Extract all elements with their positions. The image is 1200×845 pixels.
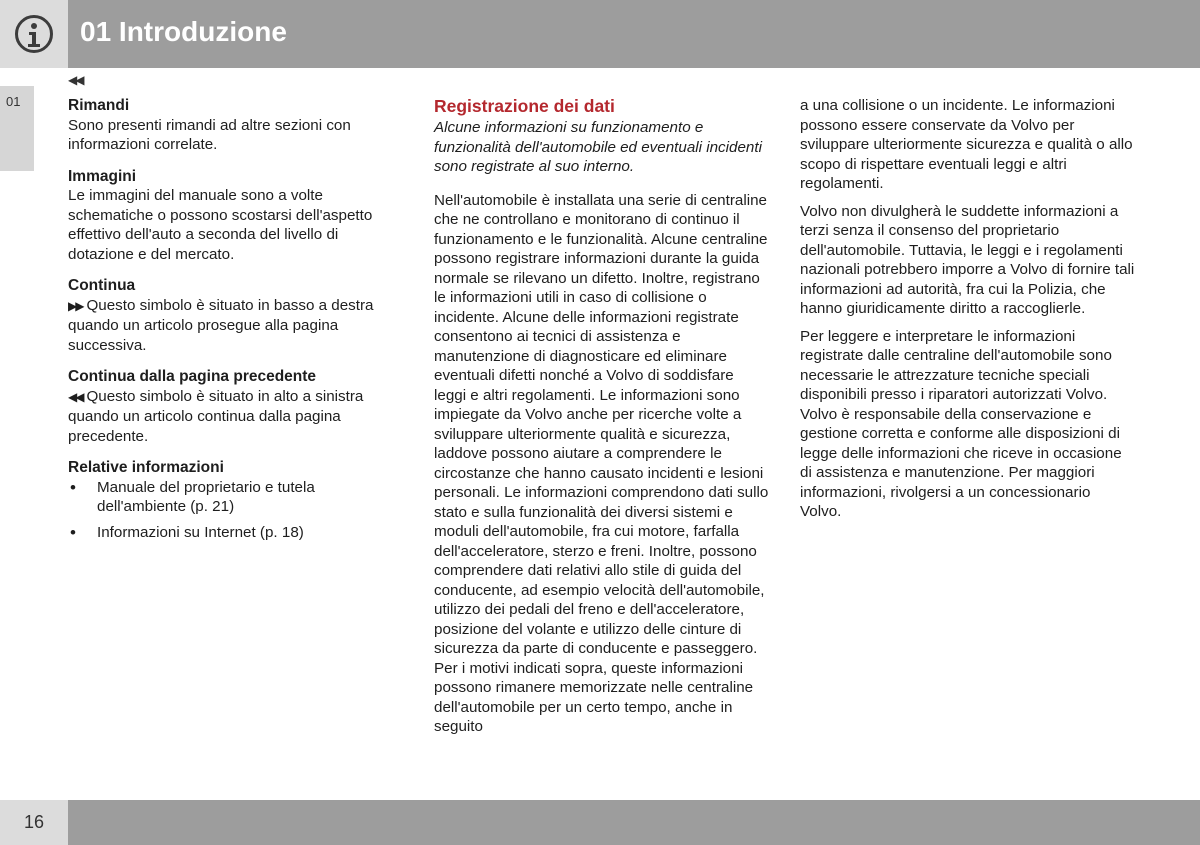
section-immagini	[68, 167, 403, 265]
section-continua	[68, 276, 403, 355]
related-link[interactable]: • Manuale del proprietario e tutela dell'ambiente (p. 21)	[68, 478, 403, 517]
chapter-tab-label: 01	[6, 94, 21, 109]
section-body	[68, 387, 403, 447]
section-related	[68, 458, 403, 542]
section-body: Nell'automobile è installata una serie di centraline che ne controllano e monitorano di continuo il funzionamento e le funzionalità. Alcune centraline possono registrare informazioni durante la guida normale se rilevano un difetto. Inoltre, registrano le informazioni utili in caso di collisione o incidente. Alcune delle informazioni registrate consentono ai tecnici di assistenza e manutenzione di diagnosticare ed eliminare eventuali difetti nonché a Volvo di soddisfare leggi e altri regolamenti. Le informazioni sono impiegate da Volvo anche per ricerche volte a sviluppare ulteriormente qualità e sicurezza, laddove possono aiutare a comprendere le circostanze che hanno causato incidenti e lesioni personali. Le informazioni comprendono dati sullo stato e sulla funzionalità dei diversi sistemi e moduli dell'automobile, fra cui motore, farfalla dell'acceleratore, sterzo e freni. Inoltre, possono comprendere dati relativi allo stile di guida del conducente, ad esempio velocità dell'automobile, utilizzo dei pedali del freno e dell'acceleratore, posizione del volante e utilizzo delle cinture di sicurezza da parte di conducente e passeggero. Per i motivi indicati sopra, queste informazioni possono rimanere memorizzate nelle centraline dell'automobile per un certo tempo, anche in seguito	[434, 191, 769, 735]
header-icon-box	[0, 0, 68, 68]
section-heading: Immagini	[68, 167, 137, 185]
section-body-text: Questo simbolo è situato in alto a sinistra quando un articolo continua dalla pagina precedente.	[68, 387, 364, 445]
paragraph: Per leggere e interpretare le informazioni registrate dalle centraline dell'automobile sono necessarie le attrezzature tecniche speciali disponibili presso i riparatori autorizzati Volvo. Volvo è responsabile della conservazione e gestione corretta e conforme alle disposizioni di legge delle informazioni che riceve in occasione di assistenza e manutenzione. Per maggiori informazioni, rivolgersi a un concessionario Volvo.	[800, 327, 1122, 520]
column-middle	[434, 96, 769, 745]
continued-from-previous-icon: ◀◀	[68, 73, 83, 87]
section-body	[68, 296, 403, 356]
section-heading: Continua dalla pagina precedente	[68, 368, 317, 385]
section-body: Sono presenti rimandi ad altre sezioni con informazioni correlate.	[68, 116, 351, 153]
continue-forward-icon: ▶▶	[68, 298, 83, 313]
page-number: 16	[24, 812, 45, 832]
continue-back-icon: ◀◀	[68, 389, 83, 404]
chapter-tab[interactable]	[0, 86, 34, 171]
related-list	[68, 478, 403, 543]
page-title: 01 Introduzione	[80, 16, 287, 47]
related-heading: Relative informazioni	[68, 459, 224, 476]
column-right	[800, 96, 1135, 530]
section-heading: Rimandi	[68, 97, 130, 114]
paragraph: a una collisione o un incidente. Le informazioni possono essere conservate da Volvo per sviluppare ulteriormente sicurezza e qualità o allo scopo di rispettare eventuali leggi e altri regolamenti.	[800, 97, 1133, 192]
info-icon	[15, 15, 53, 53]
paragraph: Volvo non divulgherà le suddette informazioni a terzi senza il consenso del proprietario dell'automobile. Tuttavia, le leggi e i regolamenti nazionali potrebbero imporre a Volvo di fornire tali informazioni ad autorità, fra cui la Polizia, che hanno giuridicamente diritto a raccoglierle.	[800, 202, 1135, 317]
column-left	[68, 96, 403, 554]
section-title: Registrazione dei dati	[434, 96, 615, 116]
section-body-text: Questo simbolo è situato in basso a destra quando un articolo prosegue alla pagina successiva.	[68, 296, 374, 354]
related-link[interactable]: • Informazioni su Internet (p. 18)	[68, 523, 403, 543]
section-lead: Alcune informazioni su funzionamento e funzionalità dell'automobile ed eventuali incidenti sono registrate al suo interno.	[434, 119, 762, 175]
footer-bar	[68, 800, 1200, 845]
section-continua-precedente	[68, 367, 403, 446]
section-body: Le immagini del manuale sono a volte schematiche o possono scostarsi dell'aspetto effettivo dell'auto a seconda del livello di dotazione e del mercato.	[68, 187, 373, 263]
section-heading: Continua	[68, 277, 136, 294]
section-rimandi	[68, 96, 403, 155]
